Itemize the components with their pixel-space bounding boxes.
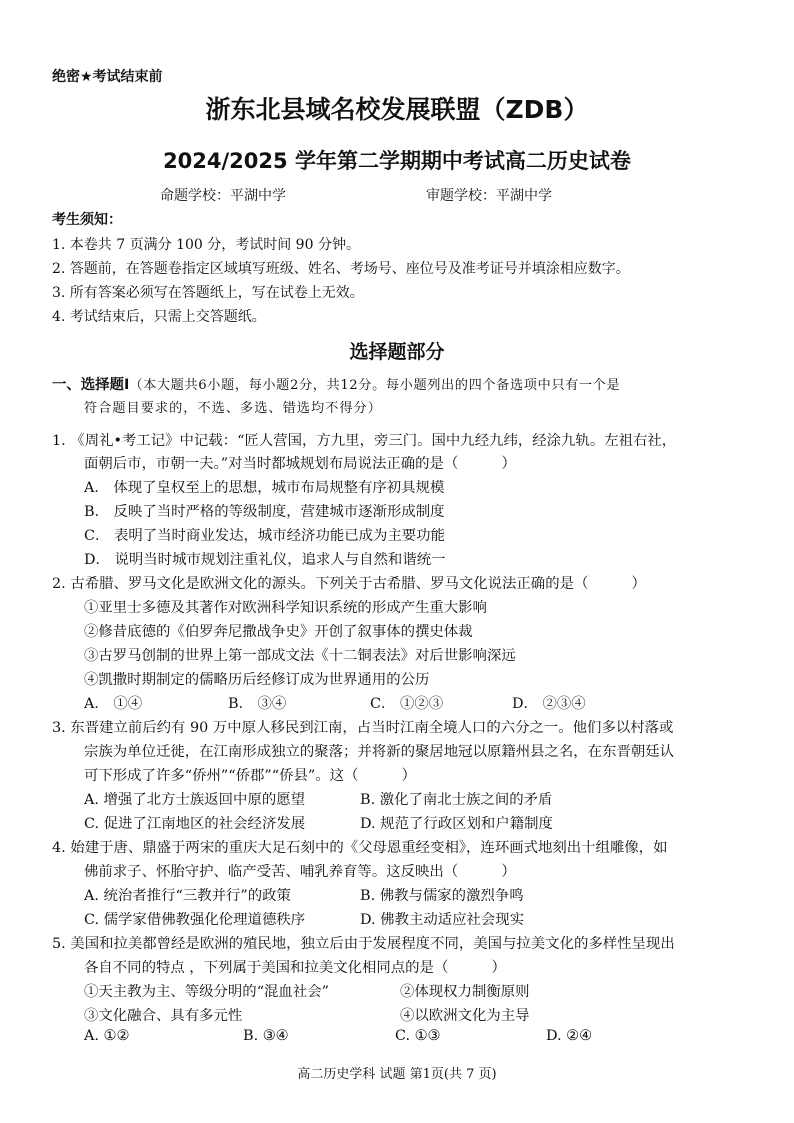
question-3-option-a: A. 增强了北方士族返回中原的愿望 (84, 792, 306, 808)
part1-instructions-cont: 符合题目要求的，不选、多选、错选均不得分） (84, 401, 382, 416)
exam-title: 2024/2025 学年第二学期期中考试高二历史试卷 (163, 149, 631, 173)
part1-label: 一、选择题Ⅰ (52, 377, 130, 393)
question-3-stem-cont: 可下形成了许多“侨州”“侨郡”“侨县”。这（ ） (84, 768, 416, 784)
question-1-option-b: B． 反映了当时严格的等级制度，营建城市逐渐形成制度 (84, 504, 445, 520)
exam-alliance-title: 浙东北县域名校发展联盟（ZDB） (205, 95, 589, 124)
question-2-statement-3: ③古罗马创制的世界上第一部成文法《十二铜表法》对后世影响深远 (84, 648, 516, 664)
question-3-stem-cont: 宗族为单位迁徙，在江南形成独立的聚落；并将新的聚居地冠以原籍州县之名，在东晋朝廷认 (84, 744, 675, 760)
question-5-option-c: C. ①③ (395, 1028, 441, 1044)
question-4-option-b: B. 佛教与儒家的激烈争鸣 (360, 888, 524, 904)
reviewer-school: 审题学校：平湖中学 (426, 188, 552, 204)
question-1-stem-cont: 面朝后市，市朝一夫。”对当时都城规划布局说法正确的是（ ） (84, 456, 516, 472)
question-3-stem: 3. 东晋建立前后约有 90 万中原人移民到江南，占当时江南全境人口的六分之一。他们多以村落或 (52, 720, 674, 736)
question-4-stem: 4. 始建于唐、鼎盛于两宋的重庆大足石刻中的《父母恩重经变相》，连环画式地刻出十组雕像，如 (52, 840, 668, 856)
question-2-statement-1: ①亚里士多德及其著作对欧洲科学知识系统的形成产生重大影响 (84, 600, 487, 616)
question-5-stem: 5. 美国和拉美都曾经是欧洲的殖民地，独立后由于发展程度不同，美国与拉美文化的多样性呈现出 (52, 936, 675, 952)
question-3-option-c: C. 促进了江南地区的社会经济发展 (84, 816, 306, 832)
part1-instructions: （本大题共6小题，每小题2分，共12分。每小题列出的四个备选项中只有一个是 (129, 378, 621, 393)
question-2-option-d: D． ②③④ (512, 696, 586, 712)
question-5-statement-3: ③文化融合、具有多元性 (84, 1008, 243, 1024)
question-5-statement-4: ④以欧洲文化为主导 (400, 1008, 530, 1024)
question-1-stem: 1. 《周礼•考工记》中记载：“匠人营国，方九里，旁三门。国中九经九纬，经涂九轨。左祖右社， (52, 433, 677, 449)
question-4-option-c: C. 儒学家借佛教强化伦理道德秩序 (84, 912, 306, 928)
question-2-option-a: A． ①④ (84, 696, 143, 712)
notice-item: 4. 考试结束后，只需上交答题纸。 (52, 309, 266, 325)
question-5-option-b: B. ③④ (243, 1028, 289, 1044)
confidential-label: 绝密★考试结束前 (52, 69, 163, 85)
section-title: 选择题部分 (349, 341, 445, 363)
part1-heading (52, 373, 620, 394)
question-2-statement-4: ④凯撒时期制定的儒略历后经修订成为世界通用的公历 (84, 672, 430, 688)
question-3-option-d: D. 规范了行政区划和户籍制度 (360, 816, 553, 832)
question-2-statement-2: ②修昔底德的《伯罗奔尼撒战争史》开创了叙事体的撰史体裁 (84, 624, 473, 640)
question-5-option-a: A. ①② (84, 1028, 130, 1044)
question-1-option-d: D． 说明当时城市规划注重礼仪，追求人与自然和谐统一 (84, 552, 446, 568)
question-2-stem: 2. 古希腊、罗马文化是欧洲文化的源头。下列关于古希腊、罗马文化说法正确的是（ ） (52, 576, 646, 592)
notice-item: 1. 本卷共 7 页满分 100 分，考试时间 90 分钟。 (52, 237, 360, 253)
question-5-statement-1: ①天主教为主、等级分明的“混血社会” (84, 984, 329, 1000)
notice-title: 考生须知： (52, 212, 122, 228)
question-5-statement-2: ②体现权力制衡原则 (400, 984, 530, 1000)
question-2-option-c: C． ①②③ (370, 696, 444, 712)
question-4-stem-cont: 佛前求子、怀胎守护、临产受苦、哺乳养育等。这反映出（ ） (84, 864, 516, 880)
question-3-option-b: B. 激化了南北士族之间的矛盾 (360, 792, 553, 808)
question-1-option-c: C． 表明了当时商业发达，城市经济功能已成为主要功能 (84, 528, 445, 544)
question-1-option-a: A． 体现了皇权至上的思想，城市布局规整有序初具规模 (84, 480, 445, 496)
page-footer: 高二历史学科 试题 第1页(共 7 页) (297, 1067, 497, 1082)
question-4-option-d: D. 佛教主动适应社会现实 (360, 912, 525, 928)
question-5-stem-cont: 各自不同的特点 ，下列属于美国和拉美文化相同点的是（ ） (84, 960, 506, 976)
question-2-option-b: B． ③④ (228, 696, 287, 712)
notice-item: 3. 所有答案必须写在答题纸上，写在试卷上无效。 (52, 285, 364, 301)
notice-item: 2. 答题前，在答题卷指定区域填写班级、姓名、考场号、座位号及准考证号并填涂相应数字。 (52, 261, 630, 277)
question-5-option-d: D. ②④ (546, 1028, 592, 1044)
question-4-option-a: A. 统治者推行“三教并行”的政策 (84, 888, 291, 904)
setter-school: 命题学校：平湖中学 (160, 188, 286, 204)
